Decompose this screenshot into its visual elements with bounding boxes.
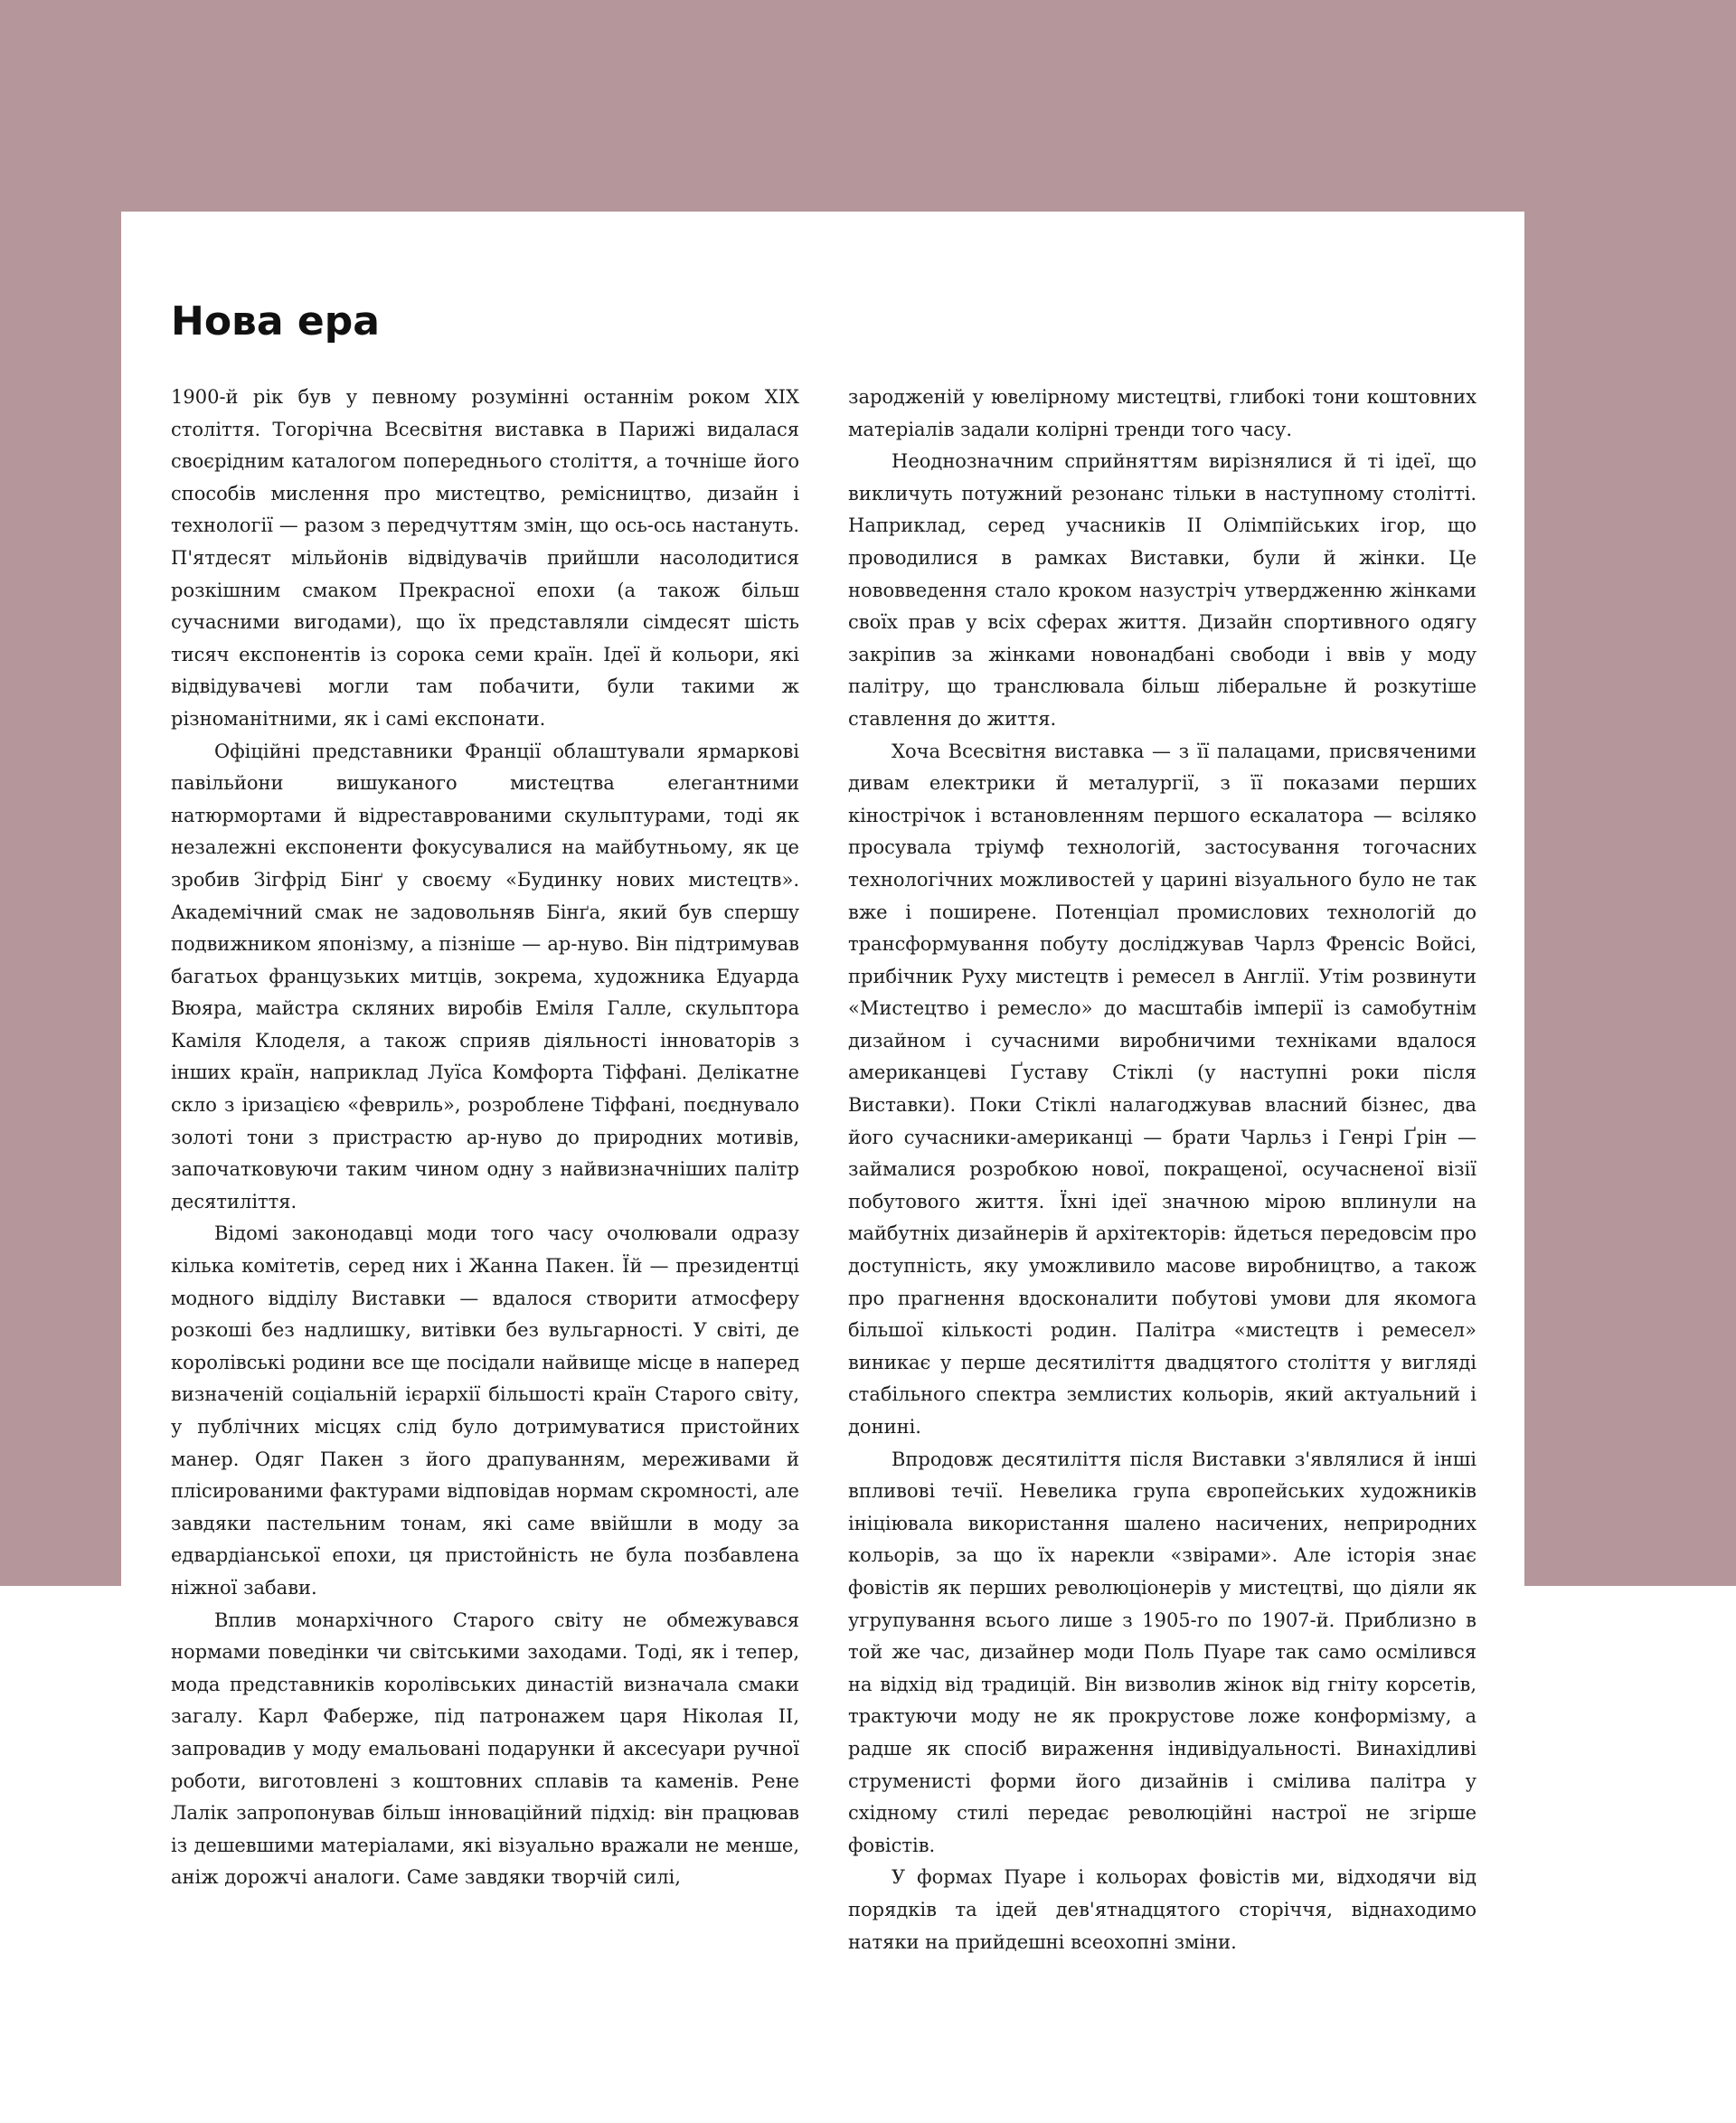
paragraph: Хоча Всесвітня виставка — з її палацами, присвяченими дивам електрики й металургії, з її показами перших кінострічок і встановленням першого ескалатора — всіляко просувала тріумф технологій, застосування тогочасних технологічних можливостей у царині візуального було не так вже і поширене. Потенціал промислових технологій до трансформування побуту досліджував Чарлз Френсіс Войсі, прибічник Руху мистецтв і ремесел в Англії. Утім розвинути «Мистецтво і ремесло» до масштабів імперії із самобутнім дизайном і сучасними виробничими техніками вдалося американцеві Ґуставу Стіклі (у наступні роки після Виставки). Поки Стіклі налагоджував власний бізнес, два його сучасники-американці — брати Чарльз і Генрі Ґрін — займалися розробкою нової, покращеної, осучасненої візії побутового життя. Їхні ідеї значною мірою вплинули на майбутніх дизайнерів й архітекторів: йдеться передовсім про доступність, яку уможливило масове виробництво, а також про прагнення вдосконалити побутові умови для якомога більшої кількості родин. Палітра «мистецтв і ремесел» виникає у перше десятиліття двадцятого століття у вигляді стабільного спектра землистих кольорів, який актуальний і донині. xyxy=(848,740,1477,1438)
paragraph: Офіційні представники Франції облаштували ярмаркові павільйони вишуканого мистецтва елегантними натюрмортами й відреставрованими скульптурами, тоді як незалежні експоненти фокусувалися на майбутньому, як це зробив Зігфрід Бінґ у своєму «Будинку нових мистецтв». Академічний смак не задовольняв Бінґа, який був спершу подвижником японізму, а пізніше — ар-нуво. Він підтримував багатьох французьких митців, зокрема, художника Едуарда Вюяра, майстра скляних виробів Еміля Галле, скульптора Каміля Клоделя, а також сприяв діяльності інноваторів з інших країн, наприклад Луїса Комфорта Тіффані. Делікатне скло з іризацією «февриль», розроблене Тіффані, поєднувало золоті тони з пристрастю ар-нуво до природних мотивів, започатковуючи таким чином одну з найвизначніших палітр десятиліття. xyxy=(171,740,799,1212)
text-column-left xyxy=(171,382,799,1894)
paragraph: Вплив монархічного Старого світу не обмежувався нормами поведінки чи світськими заходами. Тоді, як і тепер, мода представників королівських династій визначала смаки загалу. Карл Фаберже, під патронажем царя Ніколая II, запровадив у моду емальовані подарунки й аксесуари ручної роботи, виготовлені з коштовних сплавів та каменів. Рене Лалік запропонував більш інноваційний підхід: він працював із дешевшими матеріалами, які візуально вражали не менше, аніж дорожчі аналоги. Саме завдяки творчій силі, xyxy=(171,1609,799,1889)
paragraph: Впродовж десятиліття після Виставки з'являлися й інші впливові течії. Невелика група європейських художників ініціювала використання шалено насичених, неприродних кольорів, за що їх нарекли «звірами». Але історія знає фовістів як перших революціонерів у мистецтві, що діяли як угрупування всього лише з 1905-го по 1907-й. Приблизно в той же час, дизайнер моди Поль Пуаре так само осмілився на відхід від традицій. Він визволив жінок від гніту корсетів, трактуючи моду не як прокрустове ложе конформізму, а радше як спосіб вираження індивідуальності. Винахідливі струменисті форми його дизайнів і смілива палітра у східному стилі передає революційні настрої не згірше фовістів. xyxy=(848,1448,1477,1856)
paragraph: Відомі законодавці моди того часу очолювали одразу кілька комітетів, серед них і Жанна Пакен. Їй — президентці модного відділу Виставки — вдалося створити атмосферу розкоші без надлишку, витівки без вульгарності. У світі, де королівські родини все ще посідали найвище місце в наперед визначеній соціальній ієрархії більшості країн Старого світу, у публічних місцях слід було дотримуватися пристойних манер. Одяг Пакен з його драпуванням, мереживами й плісированими фактурами відповідав нормам скромності, але завдяки пастельним тонам, які саме ввійшли в моду за едвардіанської епохи, ця пристойність не була позбавлена ніжної забави. xyxy=(171,1222,799,1599)
text-column-right xyxy=(848,382,1477,1958)
page-sheet xyxy=(121,212,1524,2123)
paragraph: 1900-й рік був у певному розумінні останнім роком XIX століття. Тогорічна Всесвітня виставка в Парижі видалася своєрідним каталогом попереднього століття, а точніше його способів мислення про мистецтво, ремісництво, дизайн і технології — разом з передчуттям змін, що ось-ось настануть. П'ятдесят мільйонів відвідувачів прийшли насолодитися розкішним смаком Прекрасної епохи (а також більш сучасними вигодами), що їх представляли сімдесят шість тисяч експонентів із сорока семи країн. Ідеї й кольори, які відвідувачеві могли там побачити, були такими ж різноманітними, як і самі експонати. xyxy=(171,386,799,730)
page-title: Нова ера xyxy=(171,298,380,344)
paragraph: У формах Пуаре і кольорах фовістів ми, відходячи від порядків та ідей дев'ятнадцятого сторіччя, віднаходимо натяки на прийдешні всеохопні зміни. xyxy=(848,1866,1477,1953)
paragraph: Неоднозначним сприйняттям вирізнялися й ті ідеї, що викличуть потужний резонанс тільки в наступному столітті. Наприклад, серед учасників II Олімпійських ігор, що проводилися в рамках Виставки, були й жінки. Це нововведення стало кроком назустріч утвердженню жінками своїх прав у всіх сферах життя. Дизайн спортивного одягу закріпив за жінками новонадбані свободи і ввів у моду палітру, що транслювала більш ліберальне й розкутіше ставлення до життя. xyxy=(848,450,1477,730)
paragraph: зародженій у ювелірному мистецтві, глибокі тони коштовних матеріалів задали колірні тренди того часу. xyxy=(848,386,1477,440)
